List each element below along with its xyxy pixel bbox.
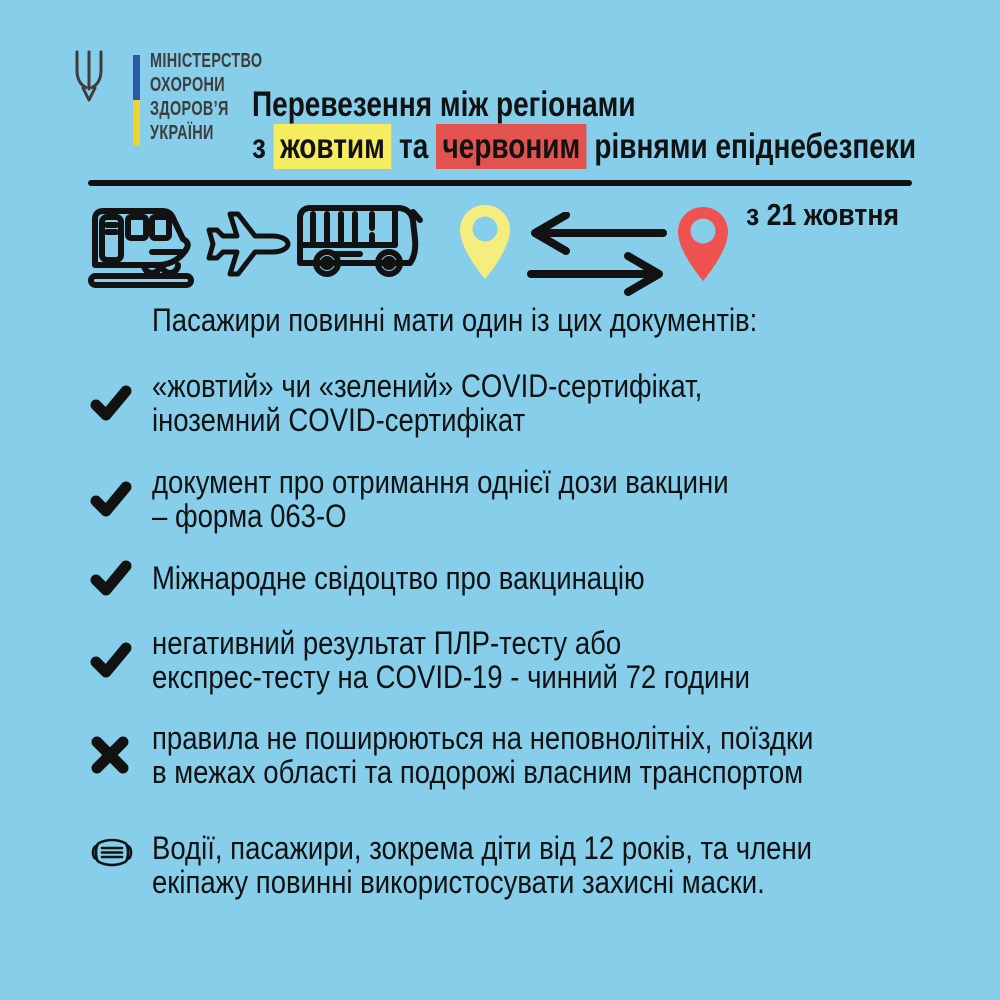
logo-line: ЗДОРОВ’Я	[150, 98, 229, 120]
cross-icon	[90, 736, 134, 774]
yellow-level-highlight: жовтим	[274, 124, 392, 169]
logo-flag-bar-yellow	[133, 100, 140, 145]
logo-line: МІНІСТЕРСТВО	[150, 50, 263, 72]
trident-emblem-icon	[72, 49, 106, 103]
item-text: «жовтий» чи «зелений» COVID-сертифікат, іноземний COVID-сертифікат	[152, 368, 703, 438]
airplane-icon	[203, 207, 293, 281]
effective-date: з 21 жовтня	[746, 197, 899, 232]
train-icon	[86, 202, 196, 288]
red-level-highlight: червоним	[436, 124, 587, 169]
title-line-2: з жовтим та червоним рівнями епіднебезпеки	[252, 126, 916, 168]
list-item	[90, 626, 950, 694]
item-text: негативний результат ПЛР-тесту або експрес-тесту на COVID-19 - чинний 72 години	[152, 625, 750, 695]
list-item	[90, 558, 950, 598]
ministry-logo-text	[150, 49, 262, 145]
logo-flag-bar-blue	[133, 55, 140, 100]
two-way-arrows-icon	[524, 212, 670, 296]
checkmark-icon	[90, 558, 134, 598]
list-item-exclusion	[90, 721, 950, 789]
title-line-1: Перевезення між регіонами	[252, 85, 636, 124]
intro-text: Пасажири повинні мати один із цих документів:	[152, 302, 758, 338]
page-title	[252, 84, 916, 168]
bus-icon	[294, 202, 426, 284]
checkmark-icon	[90, 479, 134, 519]
red-location-pin-icon	[677, 206, 729, 282]
logo-line: ОХОРОНИ	[150, 74, 225, 96]
divider-line	[88, 180, 912, 186]
checkmark-icon	[90, 640, 134, 680]
list-item	[90, 369, 950, 437]
logo-flag-bar	[133, 55, 140, 145]
mask-note-text: Водії, пасажири, зокрема діти від 12 років, та члени екіпажу повинні використосувати захисні маски.	[152, 830, 813, 900]
item-text: Міжнародне свідоцтво про вакцинацію	[152, 560, 645, 596]
item-text: правила не поширюються на неповнолітніх, поїздки в межах області та подорожі власним транспортом	[152, 720, 814, 790]
list-item	[90, 465, 950, 533]
item-text: документ про отримання однієї дози вакцини – форма 063-О	[152, 464, 729, 534]
mask-note	[90, 831, 950, 899]
logo-line: УКРАЇНИ	[150, 122, 214, 144]
face-mask-icon	[90, 837, 134, 868]
yellow-location-pin-icon	[459, 204, 511, 280]
checkmark-icon	[90, 383, 134, 423]
